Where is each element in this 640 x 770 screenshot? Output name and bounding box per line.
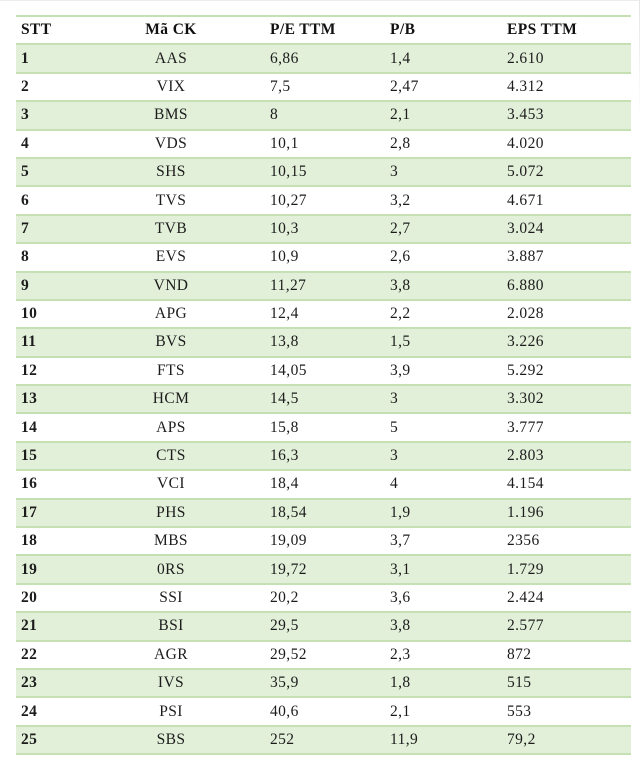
cell-pb: 2,3	[387, 641, 503, 669]
cell-ticker: VCI	[98, 470, 244, 498]
top-edge-hairline	[0, 0, 640, 1]
table-row	[16, 641, 631, 669]
table-row	[16, 527, 631, 555]
cell-stt: 9	[16, 272, 98, 300]
cell-ticker: AAS	[98, 44, 244, 72]
cell-pe-ttm: 11,27	[244, 272, 387, 300]
cell-pb: 3,9	[387, 357, 503, 385]
column-header-eps-ttm: EPS TTM	[503, 16, 631, 44]
cell-pb: 2,6	[387, 243, 503, 271]
column-header-pb: P/B	[387, 16, 503, 44]
cell-ticker: BVS	[98, 328, 244, 356]
cell-pe-ttm: 10,15	[244, 158, 387, 186]
cell-pe-ttm: 10,1	[244, 130, 387, 158]
table-row	[16, 499, 631, 527]
table-row	[16, 357, 631, 385]
cell-stt: 19	[16, 555, 98, 583]
cell-stt: 21	[16, 612, 98, 640]
table-row	[16, 470, 631, 498]
cell-eps-ttm: 553	[503, 697, 631, 725]
cell-eps-ttm: 4.671	[503, 186, 631, 214]
cell-ticker: SSI	[98, 584, 244, 612]
cell-ticker: PSI	[98, 697, 244, 725]
cell-pe-ttm: 10,9	[244, 243, 387, 271]
cell-stt: 4	[16, 130, 98, 158]
cell-pb: 1,5	[387, 328, 503, 356]
cell-eps-ttm: 4.020	[503, 130, 631, 158]
cell-eps-ttm: 3.887	[503, 243, 631, 271]
cell-ticker: IVS	[98, 669, 244, 697]
cell-pe-ttm: 252	[244, 726, 387, 754]
table-row	[16, 413, 631, 441]
cell-pb: 1,4	[387, 44, 503, 72]
cell-stt: 25	[16, 726, 98, 754]
cell-ticker: 0RS	[98, 555, 244, 583]
cell-pb: 3,1	[387, 555, 503, 583]
cell-pe-ttm: 18,4	[244, 470, 387, 498]
table-row	[16, 243, 631, 271]
cell-stt: 20	[16, 584, 98, 612]
cell-pb: 2,47	[387, 73, 503, 101]
cell-ticker: BSI	[98, 612, 244, 640]
cell-pe-ttm: 8	[244, 101, 387, 129]
cell-stt: 22	[16, 641, 98, 669]
cell-pb: 4	[387, 470, 503, 498]
cell-eps-ttm: 3.302	[503, 385, 631, 413]
cell-pe-ttm: 13,8	[244, 328, 387, 356]
cell-ticker: MBS	[98, 527, 244, 555]
cell-pe-ttm: 19,09	[244, 527, 387, 555]
cell-eps-ttm: 515	[503, 669, 631, 697]
cell-eps-ttm: 872	[503, 641, 631, 669]
table-row	[16, 726, 631, 754]
cell-ticker: VDS	[98, 130, 244, 158]
cell-pe-ttm: 16,3	[244, 442, 387, 470]
column-header-pe-ttm: P/E TTM	[244, 16, 387, 44]
cell-stt: 14	[16, 413, 98, 441]
cell-eps-ttm: 2356	[503, 527, 631, 555]
cell-pb: 3	[387, 442, 503, 470]
cell-stt: 5	[16, 158, 98, 186]
cell-ticker: APS	[98, 413, 244, 441]
table-row	[16, 328, 631, 356]
cell-ticker: TVB	[98, 215, 244, 243]
cell-pe-ttm: 35,9	[244, 669, 387, 697]
cell-pb: 2,7	[387, 215, 503, 243]
cell-stt: 8	[16, 243, 98, 271]
cell-ticker: TVS	[98, 186, 244, 214]
cell-eps-ttm: 2.577	[503, 612, 631, 640]
cell-stt: 15	[16, 442, 98, 470]
cell-ticker: AGR	[98, 641, 244, 669]
cell-stt: 6	[16, 186, 98, 214]
cell-eps-ttm: 2.610	[503, 44, 631, 72]
cell-ticker: EVS	[98, 243, 244, 271]
cell-ticker: APG	[98, 300, 244, 328]
cell-eps-ttm: 6.880	[503, 272, 631, 300]
cell-stt: 7	[16, 215, 98, 243]
cell-pb: 3,8	[387, 612, 503, 640]
cell-stt: 13	[16, 385, 98, 413]
cell-pb: 3,7	[387, 527, 503, 555]
table-row	[16, 584, 631, 612]
cell-stt: 17	[16, 499, 98, 527]
column-header-stt: STT	[16, 16, 98, 44]
cell-ticker: VIX	[98, 73, 244, 101]
cell-pb: 3	[387, 158, 503, 186]
cell-pb: 1,8	[387, 669, 503, 697]
table-row	[16, 44, 631, 72]
cell-eps-ttm: 2.424	[503, 584, 631, 612]
cell-stt: 18	[16, 527, 98, 555]
cell-pb: 2,8	[387, 130, 503, 158]
cell-eps-ttm: 3.777	[503, 413, 631, 441]
cell-eps-ttm: 3.226	[503, 328, 631, 356]
cell-pb: 3,2	[387, 186, 503, 214]
cell-ticker: CTS	[98, 442, 244, 470]
cell-pe-ttm: 19,72	[244, 555, 387, 583]
cell-pb: 3,6	[387, 584, 503, 612]
cell-ticker: SBS	[98, 726, 244, 754]
cell-pe-ttm: 6,86	[244, 44, 387, 72]
table-row	[16, 73, 631, 101]
cell-eps-ttm: 5.072	[503, 158, 631, 186]
cell-stt: 3	[16, 101, 98, 129]
cell-pe-ttm: 12,4	[244, 300, 387, 328]
table-row	[16, 300, 631, 328]
cell-pe-ttm: 20,2	[244, 584, 387, 612]
cell-pe-ttm: 10,27	[244, 186, 387, 214]
cell-eps-ttm: 2.028	[503, 300, 631, 328]
table-row	[16, 669, 631, 697]
cell-pe-ttm: 14,05	[244, 357, 387, 385]
table-row	[16, 215, 631, 243]
cell-ticker: FTS	[98, 357, 244, 385]
cell-stt: 24	[16, 697, 98, 725]
cell-ticker: VND	[98, 272, 244, 300]
cell-eps-ttm: 4.154	[503, 470, 631, 498]
cell-eps-ttm: 1.729	[503, 555, 631, 583]
cell-stt: 11	[16, 328, 98, 356]
cell-pe-ttm: 29,52	[244, 641, 387, 669]
table-row	[16, 385, 631, 413]
cell-stt: 23	[16, 669, 98, 697]
table-header	[16, 16, 631, 44]
cell-eps-ttm: 4.312	[503, 73, 631, 101]
cell-eps-ttm: 3.024	[503, 215, 631, 243]
cell-pe-ttm: 40,6	[244, 697, 387, 725]
cell-pe-ttm: 14,5	[244, 385, 387, 413]
cell-ticker: BMS	[98, 101, 244, 129]
cell-eps-ttm: 3.453	[503, 101, 631, 129]
table-row	[16, 158, 631, 186]
table-row	[16, 697, 631, 725]
cell-eps-ttm: 5.292	[503, 357, 631, 385]
securities-valuation-table	[16, 15, 631, 755]
cell-pb: 2,2	[387, 300, 503, 328]
cell-pe-ttm: 7,5	[244, 73, 387, 101]
cell-stt: 16	[16, 470, 98, 498]
table-row	[16, 442, 631, 470]
cell-pb: 2,1	[387, 697, 503, 725]
table-row	[16, 130, 631, 158]
cell-pe-ttm: 15,8	[244, 413, 387, 441]
cell-eps-ttm: 1.196	[503, 499, 631, 527]
cell-pb: 2,1	[387, 101, 503, 129]
cell-pb: 3,8	[387, 272, 503, 300]
cell-ticker: PHS	[98, 499, 244, 527]
header-row	[16, 16, 631, 44]
cell-eps-ttm: 2.803	[503, 442, 631, 470]
cell-ticker: HCM	[98, 385, 244, 413]
table-row	[16, 555, 631, 583]
cell-ticker: SHS	[98, 158, 244, 186]
cell-pb: 11,9	[387, 726, 503, 754]
table-row	[16, 186, 631, 214]
cell-stt: 1	[16, 44, 98, 72]
cell-pe-ttm: 29,5	[244, 612, 387, 640]
cell-pe-ttm: 10,3	[244, 215, 387, 243]
table-row	[16, 612, 631, 640]
cell-stt: 10	[16, 300, 98, 328]
cell-pb: 5	[387, 413, 503, 441]
cell-pb: 3	[387, 385, 503, 413]
cell-stt: 12	[16, 357, 98, 385]
column-header-ma-ck: Mã CK	[98, 16, 244, 44]
cell-stt: 2	[16, 73, 98, 101]
table-row	[16, 101, 631, 129]
cell-pb: 1,9	[387, 499, 503, 527]
cell-eps-ttm: 79,2	[503, 726, 631, 754]
table-row	[16, 272, 631, 300]
cell-pe-ttm: 18,54	[244, 499, 387, 527]
table-body	[16, 44, 631, 754]
